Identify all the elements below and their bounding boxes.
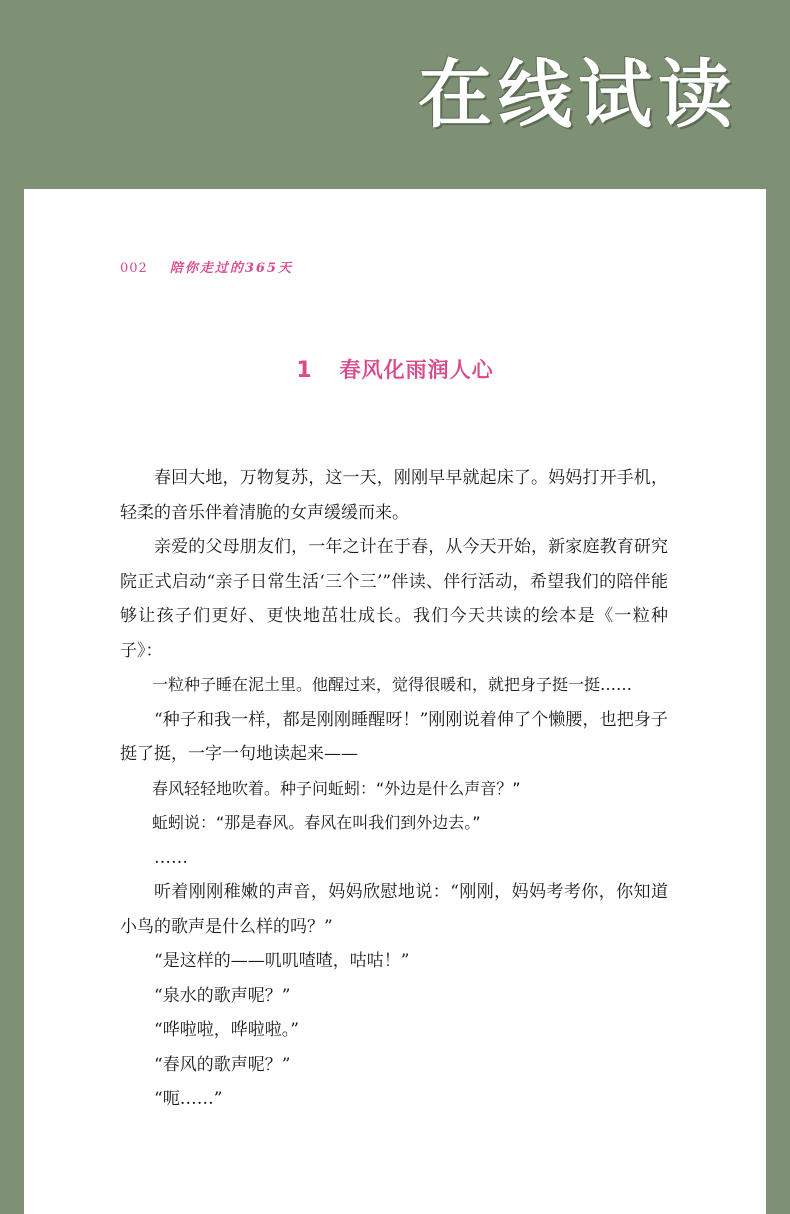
- book-title: 陪你走过的365天: [169, 261, 293, 276]
- book-page: [24, 189, 766, 1214]
- book-quote: 蚯蚓说：“那是春风。春风在叫我们到外边去。”: [152, 813, 481, 832]
- body-text: [120, 461, 668, 1117]
- paragraph: “泉水的歌声呢？”: [154, 985, 291, 1006]
- paragraph: 亲爱的父母朋友们，一年之计在于春，从今天开始，新家庭教育研究院正式启动“亲子日常生活‘三个三’”伴读、伴行活动，希望我们的陪伴能够让孩子们更好、更快地茁壮成长。我们今天共读的绘本是《一粒种子》：: [120, 537, 668, 661]
- banner-title: 在线试读: [418, 52, 738, 138]
- paragraph: 听着刚刚稚嫩的声音，妈妈欣慰地说：“刚刚，妈妈考考你，你知道小鸟的歌声是什么样的吗？”: [120, 882, 668, 937]
- paragraph: “春风的歌声呢？”: [154, 1054, 291, 1075]
- paragraph: 春回大地，万物复苏，这一天，刚刚早早就起床了。妈妈打开手机，轻柔的音乐伴着清脆的女声缓缓而来。: [120, 468, 668, 523]
- paragraph: “哗啦啦，哗啦啦。”: [154, 1020, 299, 1040]
- paragraph: “种子和我一样，都是刚刚睡醒呀！”刚刚说着伸了个懒腰，也把身子挺了挺，一字一句地读起来——: [120, 709, 668, 764]
- chapter-number: 1: [296, 358, 312, 383]
- book-quote: 春风轻轻地吹着。种子问蚯蚓：“外边是什么声音？”: [152, 778, 521, 798]
- page-number: 002: [120, 261, 148, 276]
- chapter-title: 春风化雨润人心: [339, 357, 494, 382]
- ellipsis: ……: [154, 847, 188, 868]
- chapter-heading: [24, 354, 766, 384]
- running-header: [120, 257, 293, 276]
- book-quote: 一粒种子睡在泥土里。他醒过来，觉得很暖和，就把身子挺一挺……: [152, 675, 633, 694]
- paragraph: “是这样的——叽叽喳喳，咕咕！”: [154, 951, 410, 971]
- paragraph: “呃……”: [154, 1089, 223, 1109]
